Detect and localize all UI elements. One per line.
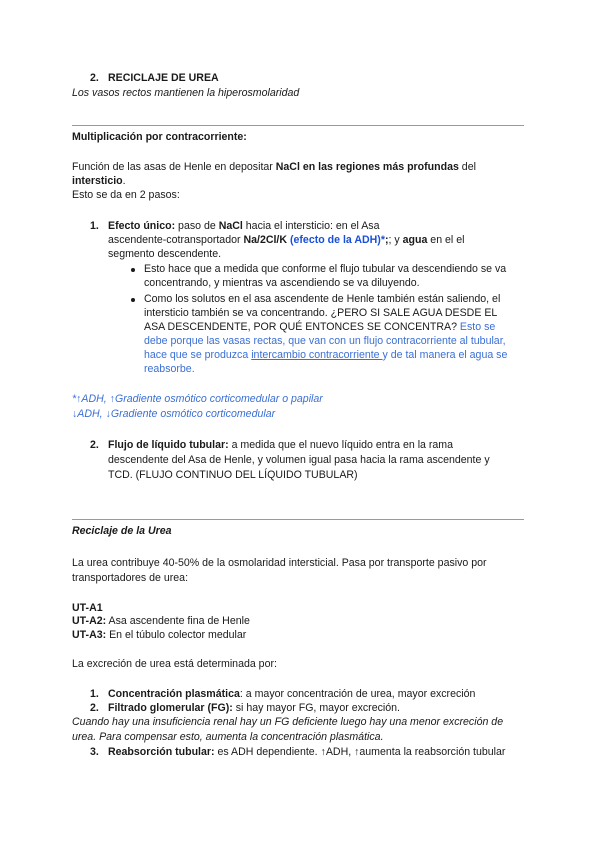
item2-text: Filtrado glomerular (FG): si hay mayor FG, mayor excreción. [108,702,400,714]
ut-a3: UT-A3: En el túbulo colector medular [72,629,247,641]
reciclaje-p1-line-1: La urea contribuye 40-50% de la osmolaridad intersticial. Pasa por transporte pasivo por [72,557,487,569]
bullet2-line-5: hace que se produzca intercambio contracorriente y de tal manera el agua se [144,349,508,361]
item2-number: 2. [90,702,99,714]
ut-a1: UT-A1 [72,602,103,614]
item2-note-line-1: Cuando hay una insuficiencia renal hay un FG deficiente luego hay una menor excreción de [72,716,504,728]
step2-line-3: TCD. (FLUJO CONTINUO DEL LÍQUIDO TUBULAR) [108,469,358,481]
step2-line-1: Flujo de líquido tubular: a medida que el nuevo líquido entra en la rama [108,439,454,451]
bullet2-line-2: intersticio también se va concentrando. ¿PERO SI SALE AGUA DESDE EL [144,307,498,319]
bullet2-line-3: ASA DESCENDENTE, POR QUÉ ENTONCES SE CONCENTRA? Esto se [144,321,496,333]
step1-line-1: Efecto único: paso de NaCl hacia el intersticio: en el Asa [108,220,380,232]
excretion-intro: La excreción de urea está determinada por: [72,658,277,670]
item3-text: Reabsorción tubular: es ADH dependiente. ↑ADH, ↑aumenta la reabsorción tubular [108,746,506,758]
step2-number: 2. [90,439,99,451]
divider [72,519,524,520]
item1-text: Concentración plasmática: a mayor concentración de urea, mayor excreción [108,688,476,700]
bullet-dot [131,268,135,272]
steps-intro: Esto se da en 2 pasos: [72,189,180,201]
reciclaje-p1-line-2: transportadores de urea: [72,572,189,584]
bullet-dot [131,298,135,302]
section-subtitle: Los vasos rectos mantienen la hiperosmolaridad [72,87,300,99]
bullet2-line-4: debe porque las vasas rectas, que van con un flujo contracorriente al tubular, [144,335,506,347]
intro-line-2: intersticio. [72,175,126,187]
bullet1-line-1: Esto hace que a medida que conforme el flujo tubular va descendiendo se va [144,263,507,275]
reciclaje-heading: Reciclaje de la Urea [72,525,172,537]
bullet1-line-2: concentrando, y mientras va ascendiendo se va diluyendo. [144,277,420,289]
bullet2-line-1: Como los solutos en el asa ascendente de Henle también están saliendo, el [144,293,501,305]
item1-number: 1. [90,688,99,700]
item3-number: 3. [90,746,99,758]
item2-note-line-2: urea. Para compensar esto, aumenta la concentración plasmática. [72,731,384,743]
step1-line-3: segmento descendente. [108,248,222,260]
intro-line-1: Función de las asas de Henle en depositar NaCl en las regiones más profundas del [72,161,476,173]
adh-note-2: ↓ADH, ↓Gradiente osmótico corticomedular [72,408,276,420]
step2-line-2: descendente del Asa de Henle, y volumen igual pasa hacia la rama ascendente y [108,454,490,466]
adh-note-1: *↑ADH, ↑Gradiente osmótico corticomedular o papilar [72,393,323,405]
multiplicacion-heading: Multiplicación por contracorriente: [72,131,247,143]
divider [72,125,524,126]
section-number: 2. [90,72,99,84]
step1-line-2: ascendente-cotransportador Na/2Cl/K (efecto de la ADH)*;; y agua en el el [108,234,465,246]
bullet2-line-6: reabsorbe. [144,363,195,375]
section-title: RECICLAJE DE UREA [108,72,219,84]
step1-number: 1. [90,220,99,232]
ut-a2: UT-A2: Asa ascendente fina de Henle [72,615,250,627]
